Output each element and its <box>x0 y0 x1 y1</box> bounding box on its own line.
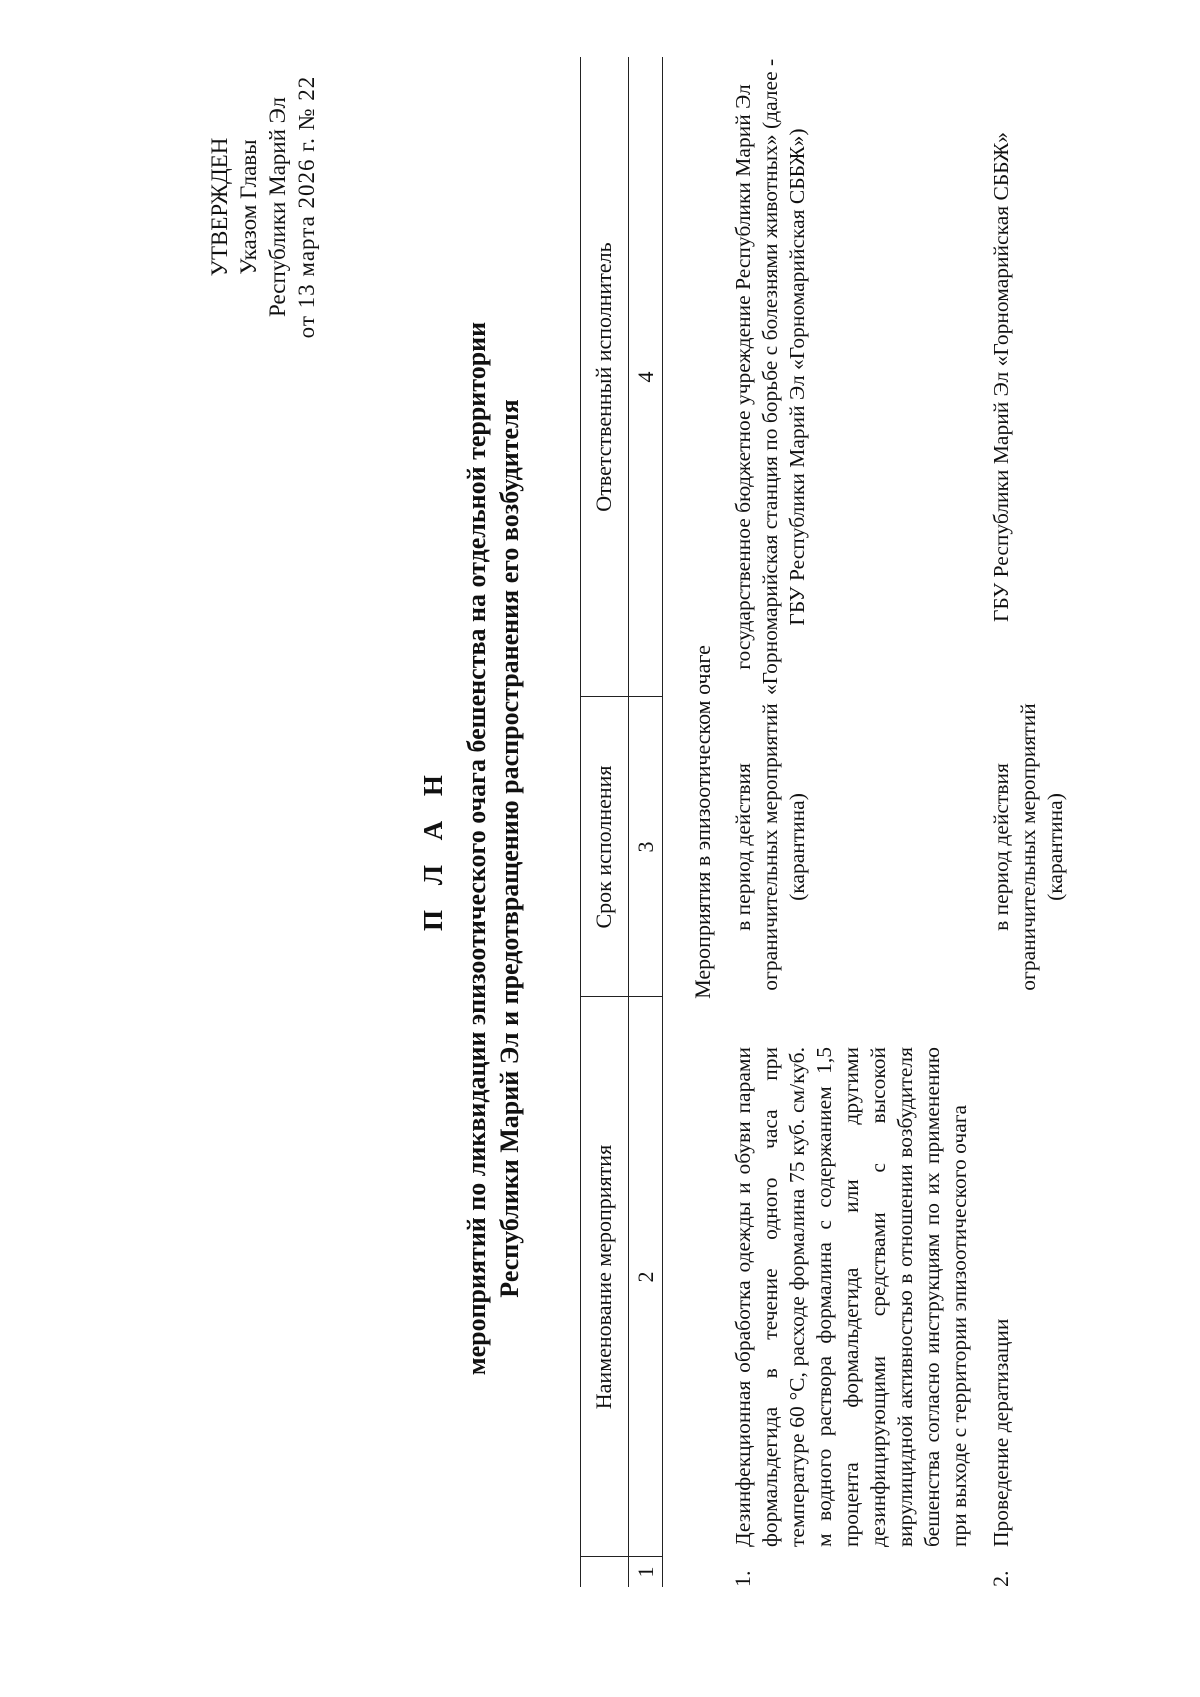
row-term: в период действия ограничительных мероприятий (карантина) <box>731 703 809 991</box>
row-term: в период действия ограничительных мероприятий (карантина) <box>989 703 1067 991</box>
row-number: 2. <box>988 1570 1013 1587</box>
row-name: Проведение дератизации <box>989 1318 1013 1547</box>
row-number: 1. <box>730 1570 755 1587</box>
header-term: Срок исполнения <box>591 765 616 929</box>
col-number-4: 4 <box>633 371 658 383</box>
plan-subtitle <box>460 0 526 1697</box>
numbers-rule <box>662 57 663 1587</box>
header-rule <box>628 57 629 1587</box>
approval-line-3: Республики Марий Эл <box>265 96 290 318</box>
plan-subtitle-line-2: Республики Марий Эл и предотвращению распространения его возбудителя <box>495 399 524 1298</box>
approval-line-2: Указом Главы <box>236 139 261 275</box>
row-responsible: ГБУ Республики Марий Эл «Горномарийская СББЖ» <box>989 131 1013 623</box>
header-name: Наименование мероприятия <box>591 1144 616 1410</box>
plan-title: П Л А Н <box>418 766 448 931</box>
section-heading: Мероприятия в эпизоотическом очаге <box>690 645 715 999</box>
header-responsible: Ответственный исполнитель <box>591 242 616 512</box>
plan-subtitle-line-1: мероприятий по ликвидации эпизоотического очага бешенства на отдельной территории <box>462 321 491 1376</box>
table-top-rule <box>580 57 581 1587</box>
row-name: Дезинфекционная обработка одежды и обуви парами формальдегида в течение одного часа при температуре 60 °С, расходе формалина 75 куб. см/куб. м водного раствора формалина с содержанием 1,5 процента формальдегида или другими дезинфицирующими средствами с высокой вирулицидной активностью в отношении возбудителя бешенства согласно инструкциям по их применению при выходе с территории эпизоотического очага <box>731 1047 971 1547</box>
approval-block <box>205 0 321 417</box>
col-number-3: 3 <box>633 841 658 853</box>
col-number-2: 2 <box>633 1271 658 1283</box>
row-responsible: государственное бюджетное учреждение Республики Марий Эл «Горномарийская станция по борьбе с болезнями животных» (далее - ГБУ Республики Марий Эл «Горномарийская СББЖ») <box>731 58 809 696</box>
approval-line-1: УТВЕРЖДЕН <box>207 137 232 277</box>
approval-line-4: от 13 марта 2026 г. № 22 <box>294 75 319 339</box>
col-number-1: 1 <box>633 1566 658 1578</box>
